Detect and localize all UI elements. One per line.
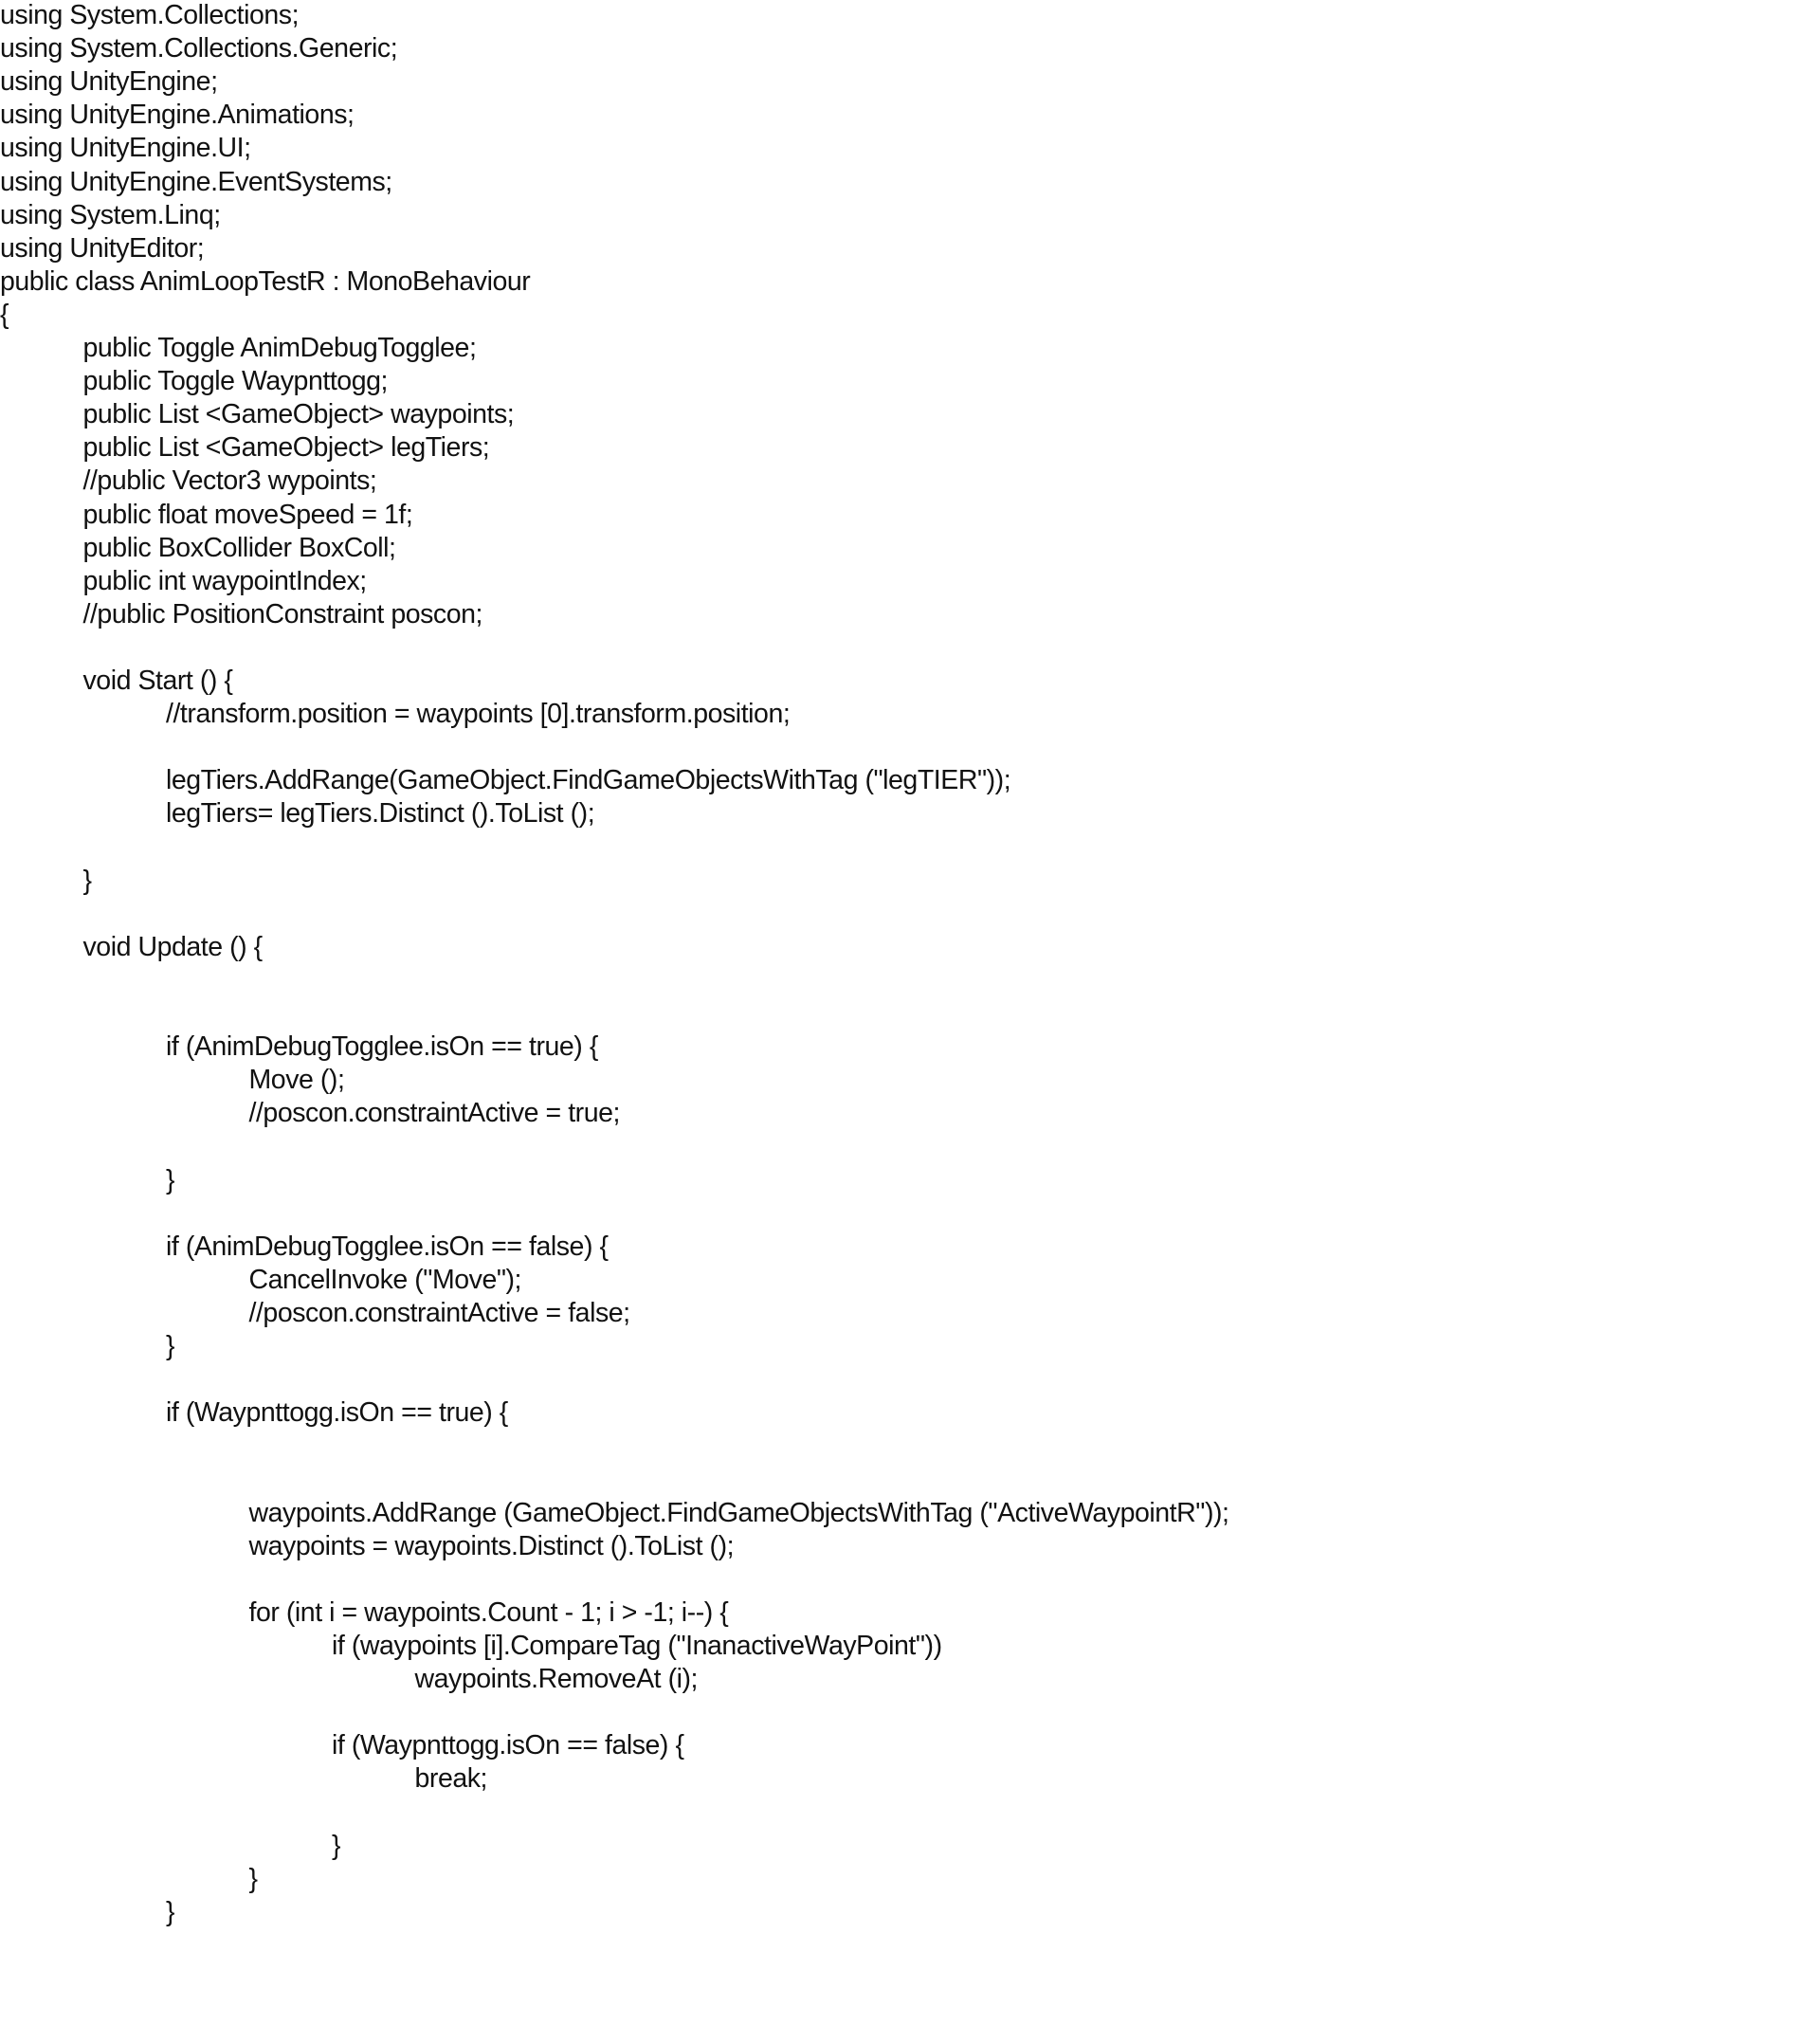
code-line: if (AnimDebugTogglee.isOn == false) { [166, 1231, 609, 1262]
code-line: } [166, 1164, 175, 1195]
code-line: public class AnimLoopTestR : MonoBehaviour [0, 265, 531, 297]
code-line: public Toggle Waypnttogg; [82, 366, 388, 397]
code-line: public float moveSpeed = 1f; [82, 499, 413, 530]
code-line: public List <GameObject> waypoints; [82, 399, 515, 430]
code-line: using UnityEngine.UI; [0, 133, 251, 164]
code-line: legTiers.AddRange(GameObject.FindGameObjectsWithTag ("legTIER")); [166, 765, 1011, 796]
code-line: //poscon.constraintActive = false; [248, 1297, 630, 1328]
code-line: } [166, 1331, 175, 1361]
code-line: void Start () { [82, 666, 233, 696]
code-line: CancelInvoke ("Move"); [248, 1264, 522, 1295]
code-line: } [82, 865, 92, 896]
code-line: } [332, 1830, 341, 1861]
code-line: using System.Collections.Generic; [0, 33, 398, 64]
code-line: for (int i = waypoints.Count - 1; i > -1; i--) { [248, 1596, 729, 1628]
code-line: //transform.position = waypoints [0].transform.position; [166, 699, 791, 730]
code-line: using UnityEditor; [0, 232, 205, 264]
code-line: //public PositionConstraint poscon; [82, 598, 482, 629]
code-line: if (waypoints [i].CompareTag ("InanactiveWayPoint")) [332, 1630, 942, 1661]
code-line: { [0, 299, 9, 330]
code-line: using System.Linq; [0, 199, 221, 230]
code-line: //public Vector3 wypoints; [82, 465, 377, 497]
code-line: } [248, 1863, 258, 1894]
code-line: break; [414, 1763, 488, 1795]
code-line: waypoints.RemoveAt (i); [414, 1664, 699, 1694]
code-line: public int waypointIndex; [82, 565, 367, 596]
code-line: //poscon.constraintActive = true; [248, 1098, 620, 1129]
code-line: if (Waypnttogg.isOn == false) { [332, 1730, 684, 1761]
code-line: using UnityEngine.EventSystems; [0, 166, 392, 197]
code-line: using UnityEngine; [0, 66, 218, 98]
code-line: legTiers= legTiers.Distinct ().ToList (); [166, 798, 595, 830]
code-line: Move (); [248, 1065, 345, 1096]
code-line: public Toggle AnimDebugTogglee; [82, 333, 477, 363]
code-line: using UnityEngine.Animations; [0, 100, 355, 131]
code-line: void Update () { [82, 931, 263, 962]
code-line: using System.Collections; [0, 0, 300, 30]
code-line: } [166, 1896, 175, 1927]
code-line: waypoints = waypoints.Distinct ().ToList (); [248, 1530, 735, 1561]
code-line: waypoints.AddRange (GameObject.FindGameObjectsWithTag ("ActiveWaypointR")); [248, 1497, 1229, 1528]
code-line: public List <GameObject> legTiers; [82, 432, 490, 464]
code-line: public BoxCollider BoxColl; [82, 532, 396, 563]
code-line: if (Waypnttogg.isOn == true) { [166, 1397, 508, 1429]
code-line: if (AnimDebugTogglee.isOn == true) { [166, 1031, 598, 1063]
